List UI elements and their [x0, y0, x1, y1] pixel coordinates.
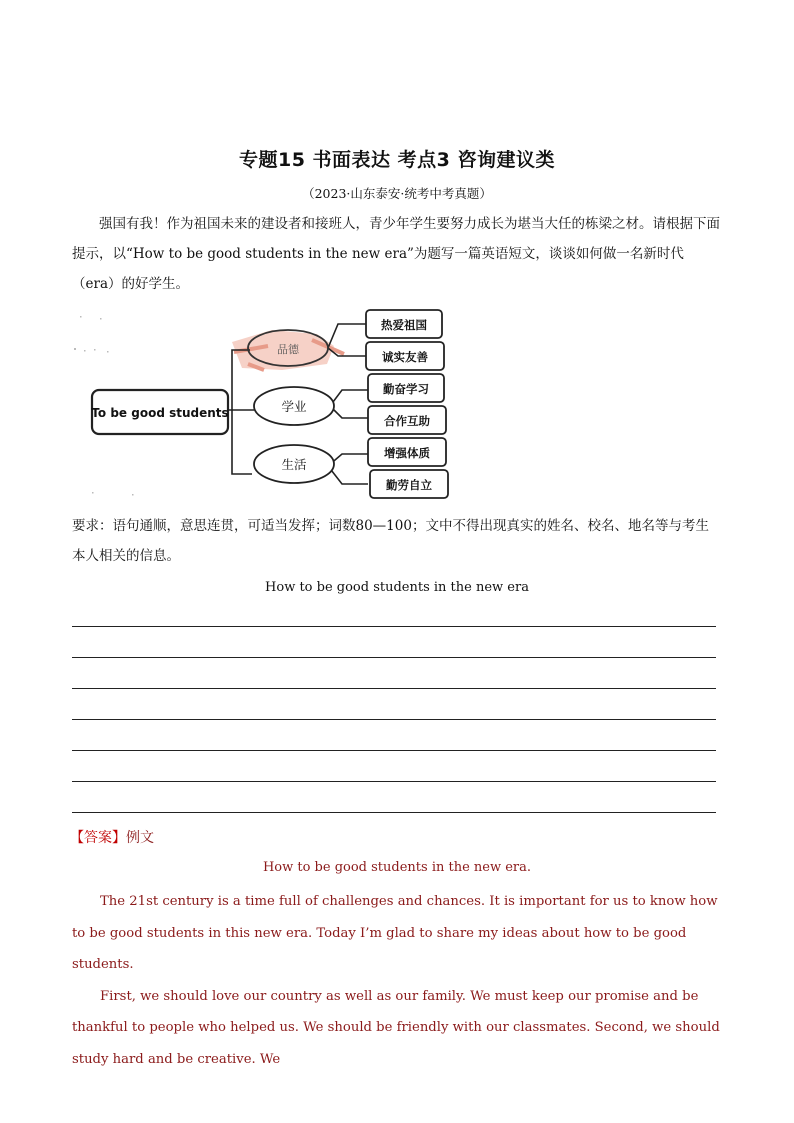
leaf-label: 勤劳自立 [386, 478, 432, 492]
leaf-box [366, 310, 442, 338]
leaf-label: 合作互助 [384, 414, 430, 428]
writing-line [72, 782, 716, 813]
essay-title: How to be good students in the new era [265, 580, 529, 595]
branch-label-2: 学业 [281, 399, 307, 414]
requirements-paragraph: 要求：语句通顺，意思连贯，可适当发挥；词数80—100；文中不得出现真实的姓名、校名、地名等与考生本人相关的信息。 [72, 518, 709, 564]
branch-label-3: 生活 [281, 457, 307, 472]
center-node [91, 390, 228, 434]
source-line: （2023·山东泰安·统考中考真题） [302, 186, 492, 201]
answer-bracket: 【答案】 [70, 830, 126, 846]
branch-node [254, 445, 334, 483]
leaf-label: 诚实友善 [382, 350, 428, 364]
writing-line [72, 720, 716, 751]
prompt-paragraph: 强国有我！作为祖国未来的建设者和接班人，青少年学生要努力成长为堪当大任的栋梁之材。请根据下面提示，以“How to be good students in the new era”为题写一篇英语短文，谈谈如何做一名新时代（era）的好学生。 [72, 216, 720, 292]
writing-line [72, 689, 716, 720]
page-title: 专题15 书面表达 考点3 咨询建议类 [238, 149, 555, 171]
answer-body [72, 886, 722, 1075]
leaf-box [368, 406, 446, 434]
answer-kind: 例文 [126, 830, 154, 846]
answer-title: How to be good students in the new era. [262, 860, 532, 875]
leaf-box [368, 438, 446, 466]
writing-line [72, 627, 716, 658]
leaf-label: 勤奋学习 [383, 382, 429, 396]
leaf-box [370, 470, 448, 498]
writing-line [72, 751, 716, 782]
writing-lines [72, 626, 716, 813]
leaf-box [368, 374, 444, 402]
branch-label-1: 品德 [277, 343, 299, 356]
leaf-box [366, 342, 444, 370]
leaf-label: 增强体质 [384, 446, 430, 460]
center-label: To be good students [91, 406, 229, 420]
writing-line [72, 658, 716, 689]
mind-map-diagram [72, 306, 462, 506]
leaf-label: 热爱祖国 [381, 318, 427, 332]
answer-label [70, 827, 154, 847]
answer-paragraph: The 21st century is a time full of challenges and chances. It is important for us to know how to be good students in this new era. Today I’m glad to share my ideas about how to be good students. [72, 894, 718, 972]
answer-paragraph: First, we should love our country as well as our family. We must keep our promise and be thankful to people who helped us. We should be friendly with our classmates. Second, we should study hard and be creative. We [72, 988, 720, 1067]
branch-node [254, 387, 334, 425]
